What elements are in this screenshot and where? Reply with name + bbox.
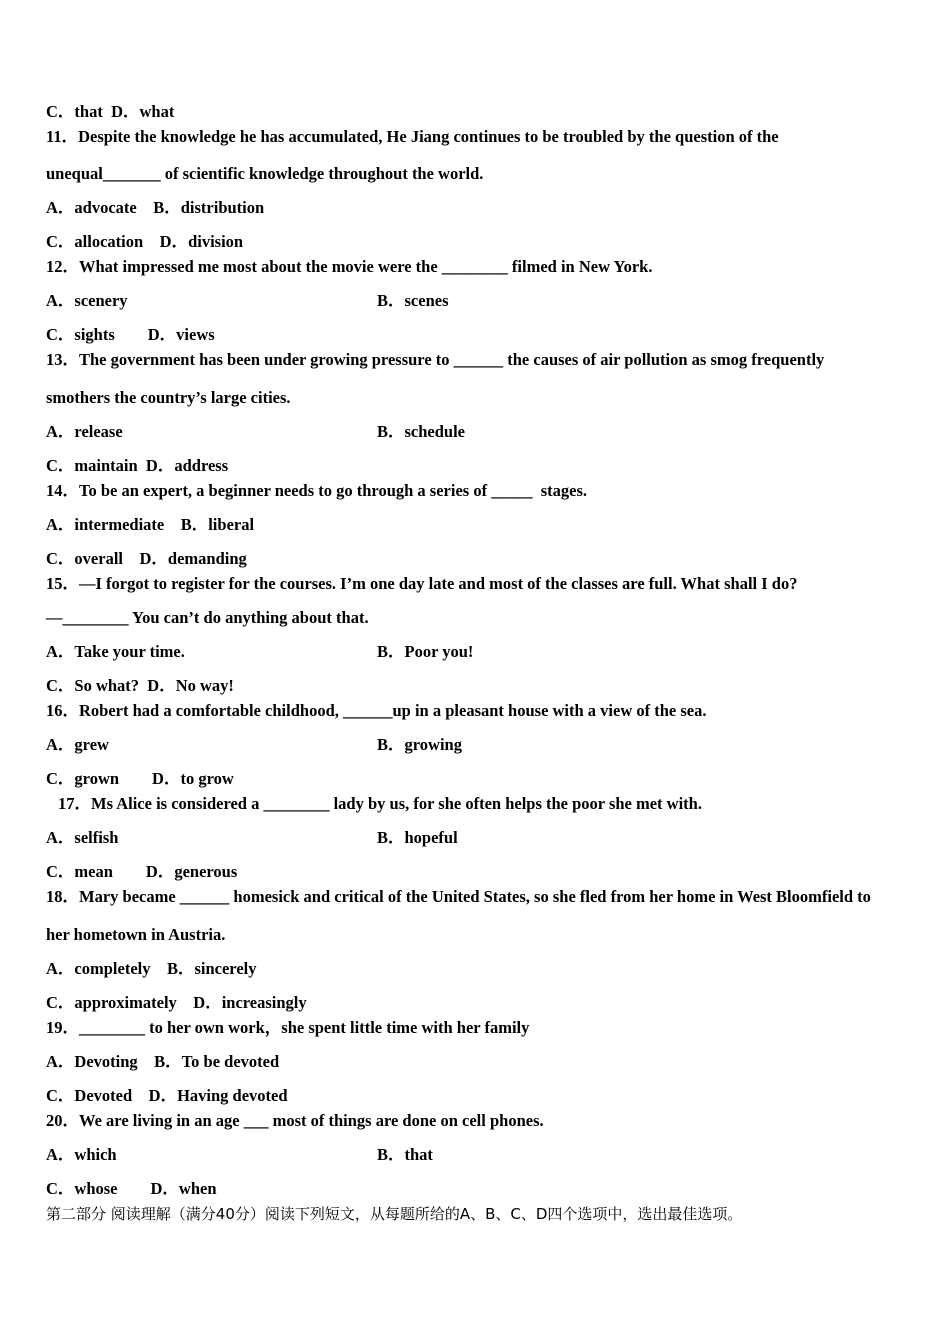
q16-options-cd: C．grown D．to grow bbox=[46, 769, 234, 788]
q18-stem-line-1: 18．Mary became ______ homesick and critical of the United States, so she fled from her home in West Bloomfield to bbox=[46, 887, 871, 906]
q16-stem-line-1: 16．Robert had a comfortable childhood, ______up in a pleasant house with a view of the sea. bbox=[46, 701, 707, 720]
q13-options-cd: C．maintain D．address bbox=[46, 456, 229, 475]
q18-stem-line-2: her hometown in Austria. bbox=[46, 925, 226, 944]
q15-option-b: B．Poor you! bbox=[377, 642, 474, 661]
q16-option-a: A．grew bbox=[46, 735, 109, 754]
q20-option-a: A．which bbox=[46, 1145, 117, 1164]
q11-options-ab: A．advocate B．distribution bbox=[46, 198, 265, 217]
q18-options-ab: A．completely B．sincerely bbox=[46, 959, 257, 978]
q20-option-b: B．that bbox=[377, 1145, 433, 1164]
q13-stem-line-2: smothers the country’s large cities. bbox=[46, 388, 291, 407]
q13-option-a: A．release bbox=[46, 422, 123, 441]
section-2-heading: 第二部分 阅读理解（满分40分）阅读下列短文，从每题所给的A、B、C、D四个选项中，选出最佳选项。 bbox=[46, 1205, 743, 1223]
q11-options-cd: C．allocation D．division bbox=[46, 232, 244, 251]
q18-options-cd: C．approximately D．increasingly bbox=[46, 993, 307, 1012]
q20-stem-line-1: 20．We are living in an age ___ most of things are done on cell phones. bbox=[46, 1111, 544, 1130]
q11-stem-line-1: 11．Despite the knowledge he has accumulated, He Jiang continues to be troubled by the question of the bbox=[46, 127, 779, 146]
q14-stem-line-1: 14．To be an expert, a beginner needs to go through a series of _____ stages. bbox=[46, 481, 587, 500]
q19-stem-line-1: 19．________ to her own work，she spent little time with her family bbox=[46, 1018, 530, 1037]
q10-options-cd: C．that D．what bbox=[46, 102, 175, 121]
q12-stem-line-1: 12．What impressed me most about the movie were the ________ filmed in New York. bbox=[46, 257, 653, 276]
q15-stem-line-2: —________ You can’t do anything about that. bbox=[46, 608, 369, 627]
q17-option-b: B．hopeful bbox=[377, 828, 458, 847]
q13-stem-line-1: 13．The government has been under growing pressure to ______ the causes of air pollution as smog frequently bbox=[46, 350, 825, 369]
q17-option-a: A．selfish bbox=[46, 828, 119, 847]
q11-stem-line-2: unequal_______ of scientific knowledge throughout the world. bbox=[46, 164, 484, 183]
q15-stem-line-1: 15．—I forgot to register for the courses. I’m one day late and most of the classes are full. What shall I do? bbox=[46, 574, 798, 593]
q12-option-b: B．scenes bbox=[377, 291, 449, 310]
q15-option-a: A．Take your time. bbox=[46, 642, 185, 661]
q14-options-ab: A．intermediate B．liberal bbox=[46, 515, 255, 534]
q14-options-cd: C．overall D．demanding bbox=[46, 549, 247, 568]
q20-options-cd: C．whose D．when bbox=[46, 1179, 217, 1198]
q15-options-cd: C．So what? D．No way! bbox=[46, 676, 234, 695]
q17-options-cd: C．mean D．generous bbox=[46, 862, 238, 881]
q13-option-b: B．schedule bbox=[377, 422, 466, 441]
q19-options-ab: A．Devoting B．To be devoted bbox=[46, 1052, 280, 1071]
q19-options-cd: C．Devoted D．Having devoted bbox=[46, 1086, 288, 1105]
q12-option-a: A．scenery bbox=[46, 291, 128, 310]
q12-options-cd: C．sights D．views bbox=[46, 325, 215, 344]
q16-option-b: B．growing bbox=[377, 735, 462, 754]
q17-stem-line-1: 17．Ms Alice is considered a ________ lady by us, for she often helps the poor she met with. bbox=[58, 794, 702, 813]
